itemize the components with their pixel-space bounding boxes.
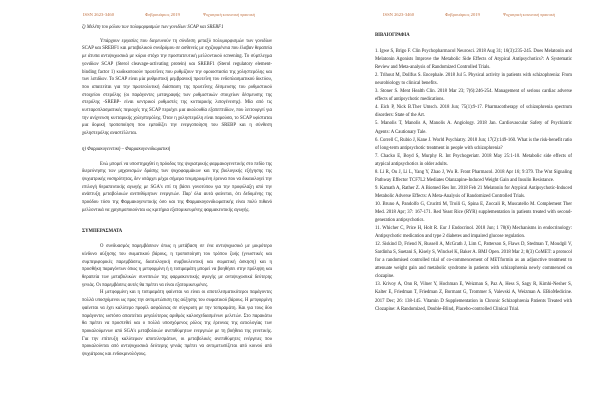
- reference-item: 2. Trihout M, Dollfus S. Encephale. 2018 Jul 5. Physical activity in patients with schizophrenia: From neurobiology to clinical benefits.: [375, 73, 572, 87]
- reference-item: 8. Li R, Ou J, Li L, Yang Y, Zhao J, Wu R. Front Pharmacol. 2018 Apr 16; 9:379. The Wnt Signaling Pathway Effector TCF7L2 Mediates Olanzapine-Induced Weight Gain and Insulin Resistance.: [375, 169, 572, 183]
- reference-item: 1. Igwe S, Brigo F. Clin Psychopharmacol Neurosci. 2018 Aug 31; 16(3):235-245. Does Melatonin and Melatonin Agonists Improve the Metabolic Side Effects of Atypical Antipsychotics?: A Systematic Review and Meta-analysis of Randomized Controlled Trials.: [375, 49, 572, 71]
- journal-name: Ψυχιατρική κοινωνική πρακτική: [203, 12, 256, 17]
- issue-date: Φεβρουάριος 2019: [445, 12, 480, 17]
- reference-item: 12. Siskind D, Friend N, Russell A, McGrath J, Lim C, Patterson S, Flaws D, Stedman T, Moudgil V, Sardinha S, Suetani S, Kisely S, Winckel K, Baker A. BMJ Open. 2018 Mar 2; 8(3) CoMET: a protocol for a randomised controlled trial of co-commencement of METformin as an adjunctive treatment to attenuate weight gain and metabolic syndrome in patients with schizophrenia newly commenced on clozapine.: [375, 242, 572, 280]
- reference-item: 11. Whicher C, Price H, Holt R. Eur J Endocrinol. 2018 Jun; 1 78(6) Mechanisms in endocrinology: Antipsychotic medication and type 2 diabetes and impaired glucose regulation.: [375, 226, 572, 240]
- issn: ISSN 2623-3460: [83, 12, 115, 17]
- subsection-title: η) Φαρμακογενετική – Φαρμακογονιδιωματική: [82, 146, 171, 152]
- reference-item: 13. Krivoy A, Onn R, Vilner Y, Hochman E, Weizman S, Paz A, Hess S, Sagy R, Kimhi-Nesher S, Kalter E, Friedman T, Friedman Z, Bormant G, Trommer S, Valevski A, Weizman A. EBioMedicine. 2017 Dec; 26: 138-145. Vitamin D Supplementation in Chronic Schizophrenia Patients Treated with Clozapine: A Randomized, Double-Blind, Placebo-controlled Clinical Trial.: [375, 282, 572, 312]
- paragraph: Ενώ μπορεί να υποστηριχθεί η πρόοδος της ψυχιατρικής φαρμακογενετικής στο πεδίο της διερεύνησης των μηχανισμών δράσης των ψυχοφαρμάκων και της βιολογικής εξήγησης της ψυχιατρικής νοσηρότητας, δεν υπάρχει μέχρι σήμερα τεκμηριωμένη έρευνα που να δικαιολογεί την επιλογή θεραπευτικής αγωγής με SGA's επί τη βάσει γονοτύπου για την προφύλαξη από την ανάπτυξη μεταβολικών ανεπιθύμητων ενεργειών. Παρ' όλα αυτά φαίνεται, ότι δεδομένης της προόδου τόσο της Φαρμακογενετικής όσο και της Φαρμακογονιδιωματικής είναι πολύ πιθανό μελλοντικά να χρησιμοποιούνται ως κριτήρια εξατομικευμένης φαρμακευτικής αγωγής.: [82, 161, 272, 213]
- reference-item: 5. Manolis T, Manolis A, Manolis A. Angiology. 2018 Jan. Cardiovascular Safety of Psychiatric Agents: A Cautionary Tale.: [375, 121, 572, 135]
- text-column: [82, 24, 272, 359]
- reference-item: 7. Chacko E, Boyd S, Murphy R. Int Psychogeriatr. 2018 May 25:1-10. Metabolic side effects of atypical antipsychotics in older adults.: [375, 153, 572, 167]
- reference-item: 4. Eich P, Nick B.Ther Umsch. 2018 Jun; 75(1):9-17. Pharmacotherapy of schizophrenia spectrum disorders: State of the Art.: [375, 105, 572, 119]
- section-title: ζ) Μελέτη του ρόλου των πολυμορφισμών των γονιδίων SCAP και SREBF1: [82, 25, 224, 30]
- bibliography-column: [375, 32, 572, 314]
- reference-item: 10. Bruno A, Pandolfo G, Crucitti M, Troili G, Spina E, Zoccali R, Muscatello M. Complement Ther Med. 2018 Apr; 37: 167-171. Red Yeast Rice (RYR) supplementation in patients treated with second-generation antipsychotics.: [375, 201, 572, 224]
- issue-date: Φεβρουάριος 2019: [145, 12, 180, 17]
- journal-name: Ψυχιατρική κοινωνική πρακτική: [503, 12, 556, 17]
- bibliography-heading: ΒΙΒΛΙΟΓΡΑΦΙΑ: [375, 33, 410, 38]
- reference-item: 6. Correll C, Rubio J, Kane J. World Psychiatry. 2018 Jun; 17(2):149-160. What is the risk-benefit ratio of long-term antipsychotic treatment in people with schizophrenia?: [375, 137, 572, 151]
- paragraph: Ο συνδυασμός παρεμβάσεων όπως η μετάβαση σε ένα αντιψυχωσικό με μικρότερο κίνδυνο αύξησης του σωματικού βάρους, η τροποποίηση του τρόπου ζωής (γνωστικές και συμπεριφορικές παρεμβάσεις, διαιτολογική συμβουλευτική και σωματική άσκηση) και η προσθήκη παραγόντων όπως η μετφορμίνη ή η τοπιραμάτη μπορεί να βοηθήσει στην πρόληψη και θεραπεία των μεταβολικών συνεπειών της φαρμακευτικής αγωγής με αντιψυχωσικά δεύτερης γενιάς. Οι παρεμβάσεις αυτές θα πρέπει να είναι εξατομικευμένες.: [82, 244, 272, 288]
- paragraph: Υπάρχουν εργασίες που διερευνούν τη σύνδεση μεταξύ πολυμορφισμών των γονιδίων SCAP και SREBF1 και μεταβολικού συνδρόμου σε ασθενείς με σχιζοφρένεια που έλαβαν θεραπεία με άτυπα αντιψυχωσικά με κύριο στόχο την προστατευτική μελλοντικού screening. Το σύμπλεγμα γονιδίων SCAP (Sterol cleavage-activating protein) και SREBF1 (Sterol regulatory element-binding factor 1) κωδικοποιούν πρωτεΐνες που ρυθμίζουν την ομοιοστασία της χοληστερόλης και των λιπιδίων. Το SCAP είναι μία ρυθμιστική μεμβρανική πρωτεΐνη του ενδοπλασματικού δικτύου, που απαιτείται για την πρωτεολυτική διάσπαση της πρωτεΐνης δέσμευσης του ρυθμιστικού στοιχείου στερόλης (οι παράγοντες μεταγραφής των ρυθμιστικών στοιχείων δέσμευσης της στερόλης -SREBP- είναι κεντρικοί ρυθμιστές της κυτταρικής λιπογένεσης). Μία από τις κυτταροπλασματικές περιοχές της SCAP περιέχει μια ακολουθία εξαπεπτιδίων, που λειτουργεί για την ανίχνευση κυτταρικής χοληστερόλης. Όταν η χοληστερόλη είναι παρούσα, το SCAP υφίσταται μια δομική τροποποίηση που εμποδίζει την ενεργοποίηση του SREBP και η σύνθεση χοληστερόλης αναστέλλεται.: [82, 38, 272, 137]
- right-page: [300, 0, 600, 407]
- reference-item: 3. Stoner S. Ment Health Clin. 2018 Mar 23; 7(6):246-254. Management of serious cardiac adverse effects of antipsychotic medications.: [375, 89, 572, 103]
- paragraph: Η μετφορμίνη και η τοπιραμάτη φαίνεται να είναι οι αποτελεσματικότεροι παράγοντες πολλά υποσχόμενοι ως προς την αντιμετώπιση της αύξησης του σωματικού βάρους. Η μετφορμίνη φαίνεται να έχει καλύτερο προφίλ ασφάλειας σε σύγκριση με την τοπιραμάτη. Και για τους δύο παράγοντες ωστόσο απαιτείται μεγαλύτερος αριθμός καλοσχεδιασμένων μελετών. Στο παρακάτω θα πρέπει να προστεθεί και ο πολλά υποσχόμενος ρόλος της έρευνας της αιτιολογίας των προκαλούμενων από SGA's μεταβολικών ανεπιθύμητων ενεργειών με τη βοήθεια της γενετικής. Για την επίτευξη καλύτερων αποτελεσμάτων, οι μεταβολικές ανεπιθύμητες ενέργειες που προκαλούνται από αντιψυχωσικά δεύτερης γενιάς πρέπει να αντιμετωπίζεται από κοινού από ψυχιάτρους και ενδοκρινολόγους.: [82, 290, 272, 358]
- reference-list: [375, 48, 572, 314]
- conclusions-heading: ΣΥΜΠΕΡΑΣΜΑΤΑ: [82, 229, 123, 235]
- issn: ISSN 2623-3460: [383, 12, 415, 17]
- reference-item: 9. Kamath A, Rather Z. A Biomed Res Int. 2018 Feb 21 Melatonin for Atypical Antipsychotic-Induced Metabolic Adverse Effects: A Meta-Analysis of Randomized Controlled Trials.: [375, 185, 572, 199]
